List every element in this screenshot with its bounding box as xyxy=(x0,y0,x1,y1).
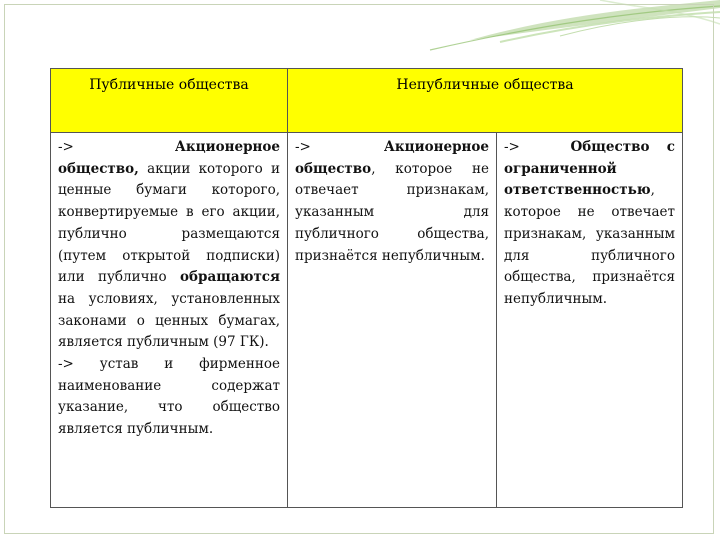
bold-term: обращаются xyxy=(180,269,280,286)
bold-term: Акционерное общество, xyxy=(58,139,280,177)
header-nonpublic: Непубличные общества xyxy=(288,69,683,133)
bold-term: Общество с ограниченной ответственностью xyxy=(504,139,675,199)
comparison-table xyxy=(50,68,683,508)
header-row xyxy=(51,69,683,133)
body-text: на условиях, установленных законами о ценных бумагах, является публичным (97 ГК). xyxy=(58,290,280,351)
header-public: Публичные общества xyxy=(51,69,288,133)
body-text: , которое не отвечает признакам, указанным для публичного общества, признаётся непубличным. xyxy=(295,160,489,264)
body-text: акции которого и ценные бумаги которого, конвертируемые в его акции, публично размещаются (путем открытой подписки) или публично xyxy=(58,160,280,286)
nonpublic-ooo-paragraph xyxy=(504,137,675,311)
cell-public xyxy=(51,133,288,508)
public-paragraph-2: -> устав и фирменное наименование содержат указание, что общество является публичным. xyxy=(58,356,280,438)
nonpublic-ao-paragraph xyxy=(295,137,489,267)
arrow-text: -> xyxy=(295,139,311,155)
arrow-text: -> xyxy=(504,139,520,155)
bold-term: Акционерное общество xyxy=(295,139,489,177)
public-paragraph-1 xyxy=(58,137,280,354)
body-text: , которое не отвечает признакам, указанным для публичного общества, признаётся непубличным. xyxy=(504,182,675,307)
content-row xyxy=(51,133,683,508)
arrow-text: -> xyxy=(58,139,74,155)
cell-nonpublic-ao xyxy=(288,133,497,508)
cell-nonpublic-ooo xyxy=(497,133,683,508)
